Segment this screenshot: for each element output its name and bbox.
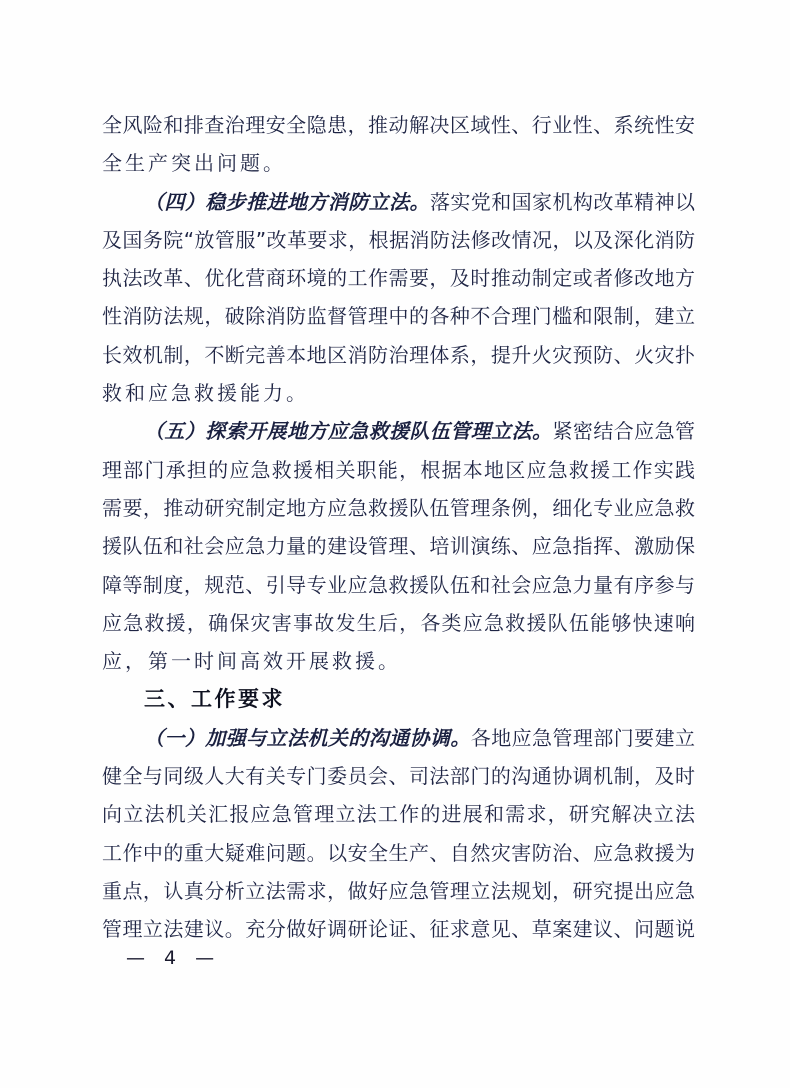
text-line <box>102 648 695 686</box>
text-line <box>102 878 695 916</box>
body-text-segment: 落实党和国家机构改革精神以 <box>429 189 696 214</box>
body-text-segment: 全风险和排查治理安全隐患，推动解决区域性、行业性、系统性安 <box>102 113 695 137</box>
text-line <box>102 418 695 456</box>
body-text-segment: 管理立法建议。充分做好调研论证、征求意见、草案建议、问题说 <box>102 917 695 942</box>
body-text-segment: 理部门承担的应急救援相关职能，根据本地区应急救援工作实践 <box>102 457 695 482</box>
text-line <box>102 342 695 380</box>
body-text-segment: 救和应急救援能力。 <box>102 381 309 406</box>
text-line <box>102 725 695 763</box>
body-text-segment: 长效机制，不断完善本地区消防治理体系，提升火灾预防、火灾扑 <box>102 342 695 367</box>
text-line <box>102 495 695 533</box>
paragraph-lead-label: （五）探索开展地方应急救援队伍管理立法。 <box>144 419 553 444</box>
text-line <box>102 303 695 341</box>
body-text-segment: 障等制度，规范、引导专业应急救援队伍和社会应急力量有序参与 <box>102 572 695 597</box>
body-text-segment: 各地应急管理部门要建立 <box>470 725 696 750</box>
text-line <box>102 265 695 303</box>
paragraph-lead-label: （四）稳步推进地方消防立法。 <box>144 189 430 214</box>
section-heading <box>102 686 695 724</box>
body-text-segment: 性消防法规，破除消防监督管理中的各种不合理门槛和限制，建立 <box>102 304 695 329</box>
body-text-segment: 执法改革、优化营商环境的工作需要，及时推动制定或者修改地方 <box>102 266 695 291</box>
text-line <box>102 533 695 571</box>
body-text-segment: 需要，推动研究制定地方应急救援队伍管理条例，细化专业应急救 <box>102 495 695 520</box>
text-line <box>102 572 695 610</box>
body-text-segment: 援队伍和社会应急力量的建设管理、培训演练、应急指挥、激励保 <box>102 534 695 559</box>
heading-text: 三、工作要求 <box>144 687 285 712</box>
body-text-segment: 及国务院“放管服”改革要求，根据消防法修改情况，以及深化消防 <box>102 227 695 252</box>
body-text-segment: 工作中的重大疑难问题。以安全生产、自然灾害防治、应急救援为 <box>102 840 695 865</box>
text-line <box>102 150 695 188</box>
text-line <box>102 457 695 495</box>
paragraph-lead-label: （一）加强与立法机关的沟通协调。 <box>144 725 471 750</box>
body-text-segment: 紧密结合应急管 <box>552 419 696 444</box>
text-line <box>102 227 695 265</box>
text-line <box>102 189 695 227</box>
body-text-segment: 全生产突出问题。 <box>102 151 286 176</box>
page-number-footer: — 4 — <box>126 947 219 969</box>
text-line <box>102 610 695 648</box>
text-line <box>102 801 695 839</box>
text-line <box>102 763 695 801</box>
body-text-segment: 应，第一时间高效开展救援。 <box>102 649 401 674</box>
body-text-segment: 向立法机关汇报应急管理立法工作的进展和需求，研究解决立法 <box>102 802 695 827</box>
text-line <box>102 840 695 878</box>
body-text-segment: 健全与同级人大有关专门委员会、司法部门的沟通协调机制，及时 <box>102 764 695 789</box>
document-body <box>102 112 695 955</box>
body-text-segment: 应急救援，确保灾害事故发生后，各类应急救援队伍能够快速响 <box>102 610 695 635</box>
text-line <box>102 112 695 150</box>
body-text-segment: 重点，认真分析立法需求，做好应急管理立法规划，研究提出应急 <box>102 878 695 903</box>
text-line <box>102 380 695 418</box>
